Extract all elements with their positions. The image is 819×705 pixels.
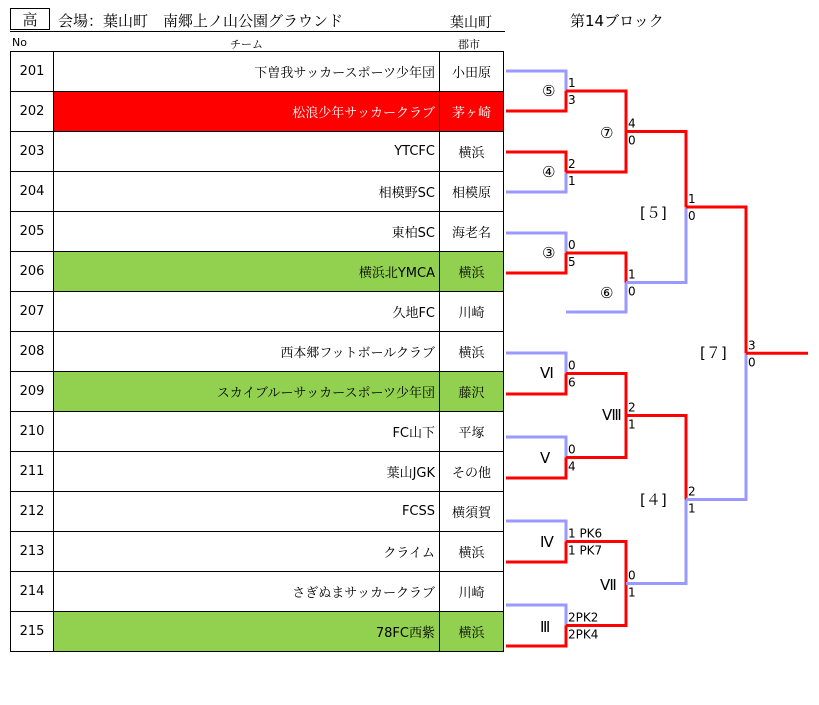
score-bottom: 0 [628, 284, 636, 299]
team-name: 久地FC [54, 292, 440, 332]
team-name: 78FC西紫 [54, 612, 440, 652]
block-title: 第14ブロック [570, 12, 664, 30]
match-label: [７] [700, 344, 727, 362]
bracket-line [506, 172, 566, 192]
score-bottom: 0 [688, 209, 696, 223]
match-label: ⑤ [542, 82, 556, 100]
team-city: 藤沢 [440, 372, 504, 412]
match-label: Ⅶ [600, 576, 617, 594]
match-label: Ⅲ [540, 618, 551, 636]
team-city: 相模原 [440, 172, 504, 212]
bracket-line [506, 233, 566, 253]
score-top: 1 [568, 76, 576, 90]
bracket-line [506, 152, 566, 172]
team-no: 209 [11, 372, 54, 412]
score-top: 1 [628, 267, 636, 282]
team-name: 西本郷フットボールクラブ [54, 332, 440, 372]
team-name: 東柏SC [54, 212, 440, 252]
team-city: 横浜 [440, 252, 504, 292]
score-bottom: 0 [748, 355, 756, 370]
team-no: 210 [11, 412, 54, 452]
bracket-line [506, 626, 566, 647]
score-top: 4 [628, 116, 636, 131]
score-bottom: 1 [688, 501, 696, 516]
score-bottom: 3 [568, 93, 576, 107]
team-city: 川崎 [440, 572, 504, 612]
team-no: 212 [11, 492, 54, 532]
match-label: Ⅷ [602, 406, 622, 424]
match-label: [４] [640, 491, 667, 509]
team-name: 下曽我サッカースポーツ少年団 [54, 52, 440, 92]
bracket-line [506, 253, 566, 273]
score-bottom: 1 [628, 585, 636, 600]
team-no: 206 [11, 252, 54, 292]
team-city: 平塚 [440, 412, 504, 452]
team-no: 215 [11, 612, 54, 652]
match-label: ④ [542, 163, 556, 181]
bracket-line [686, 353, 746, 499]
match-label: Ⅳ [540, 533, 554, 551]
bracket-line [506, 605, 566, 626]
team-name: クライム [54, 532, 440, 572]
score-top: 2PK2 [568, 610, 599, 625]
score-bottom: 1 PK7 [568, 543, 603, 558]
team-name: 松浪少年サッカークラブ [54, 92, 440, 132]
team-name: YTCFC [54, 132, 440, 172]
team-name: さぎぬまサッカークラブ [54, 572, 440, 612]
bracket-line [506, 91, 566, 111]
score-top: 3 [748, 338, 756, 353]
match-label: ③ [542, 244, 556, 262]
team-city: 川崎 [440, 292, 504, 332]
score-bottom: 1 [568, 174, 576, 188]
team-name: 相模野SC [54, 172, 440, 212]
team-city: 横浜 [440, 532, 504, 572]
score-top: 1 [688, 192, 696, 206]
bracket-line [686, 207, 746, 353]
venue-title: 会場：葉山町 南郷上ノ山公園グラウンド [58, 12, 344, 30]
score-top: 2 [568, 157, 576, 171]
team-no: 214 [11, 572, 54, 612]
score-top: 0 [628, 568, 636, 583]
score-bottom: 6 [568, 375, 576, 390]
score-top: 0 [568, 238, 576, 252]
score-top: 0 [568, 442, 576, 457]
score-bottom: 1 [628, 417, 636, 432]
bracket-line [506, 542, 566, 563]
column-no: No [12, 36, 27, 49]
team-no: 205 [11, 212, 54, 252]
team-no: 208 [11, 332, 54, 372]
team-no: 204 [11, 172, 54, 212]
team-no: 202 [11, 92, 54, 132]
bracket-line [506, 437, 566, 458]
team-name: 横浜北YMCA [54, 252, 440, 292]
team-no: 213 [11, 532, 54, 572]
category-badge: 高 [10, 8, 50, 30]
team-city: 海老名 [440, 212, 504, 252]
match-label: [５] [640, 204, 667, 222]
bracket-line [506, 71, 566, 91]
score-top: 2 [688, 484, 696, 499]
bracket-line [566, 283, 626, 313]
bracket-line [506, 458, 566, 479]
bracket-line [506, 374, 566, 395]
bracket-line [506, 521, 566, 542]
match-label: Ⅴ [540, 449, 551, 467]
team-city: 横須賀 [440, 492, 504, 532]
match-label: Ⅵ [540, 364, 554, 382]
team-name: 葉山JGK [54, 452, 440, 492]
team-no: 201 [11, 52, 54, 92]
column-city: 郡市 [458, 38, 480, 51]
team-name: FC山下 [54, 412, 440, 452]
score-top: 2 [628, 400, 636, 415]
team-city: 小田原 [440, 52, 504, 92]
score-top: 0 [568, 358, 576, 373]
score-top: 1 PK6 [568, 526, 603, 541]
team-no: 207 [11, 292, 54, 332]
score-bottom: 2PK4 [568, 627, 599, 642]
team-no: 211 [11, 452, 54, 492]
score-bottom: 0 [628, 133, 636, 148]
column-team: チーム [230, 38, 263, 51]
match-label: ⑦ [600, 124, 614, 142]
score-bottom: 5 [568, 255, 576, 269]
match-label: ⑥ [600, 284, 614, 302]
team-name: スカイブルーサッカースポーツ少年団 [54, 372, 440, 412]
team-city: 茅ヶ崎 [440, 92, 504, 132]
team-no: 203 [11, 132, 54, 172]
town-label: 葉山町 [450, 15, 492, 31]
team-name: FCSS [54, 492, 440, 532]
team-city: その他 [440, 452, 504, 492]
team-city: 横浜 [440, 132, 504, 172]
bracket-line [506, 353, 566, 374]
team-city: 横浜 [440, 612, 504, 652]
team-city: 横浜 [440, 332, 504, 372]
score-bottom: 4 [568, 459, 576, 474]
